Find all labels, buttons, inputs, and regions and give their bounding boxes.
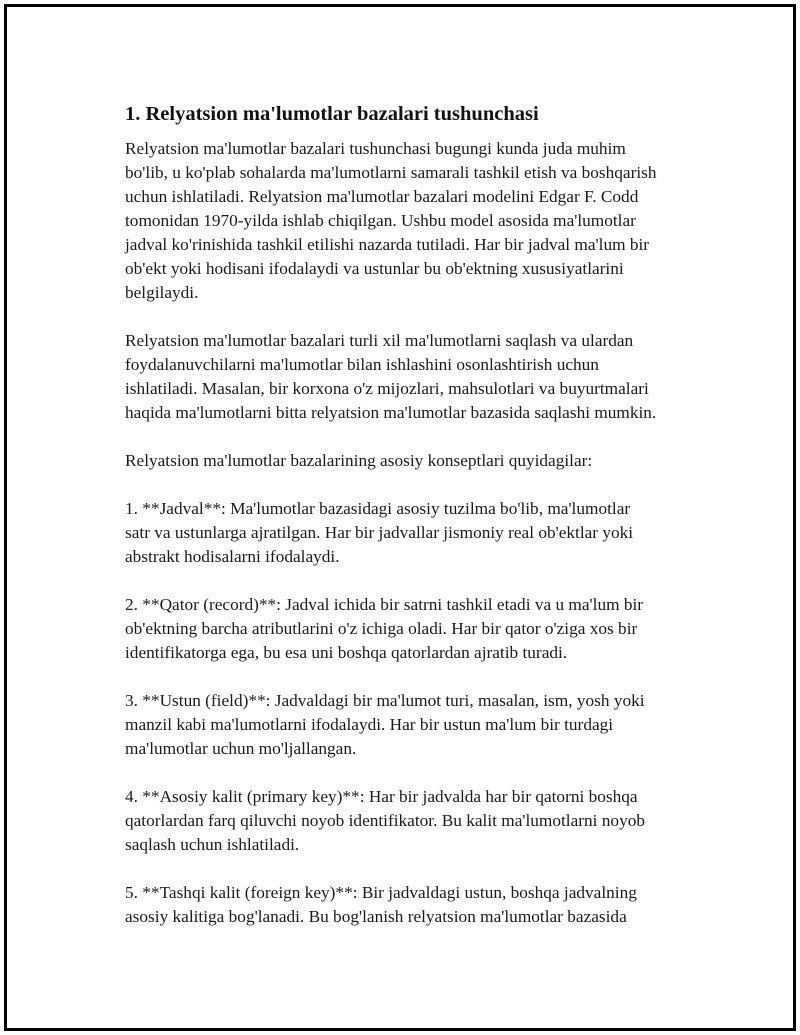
text-line: 5. **Tashqi kalit (foreign key)**: Bir jadvaldagi ustun, boshqa jadvalning <box>125 883 637 902</box>
concepts-intro-paragraph <box>125 449 702 473</box>
text-line: Relyatsion ma'lumotlar bazalari turli xil ma'lumotlarni saqlash va ulardan <box>125 331 634 350</box>
text-line: satr va ustunlarga ajratilgan. Har bir jadvallar jismoniy real ob'ektlar yoki <box>125 523 634 542</box>
text-line: identifikatorga ega, bu esa uni boshqa qatorlardan ajratib turadi. <box>125 643 568 662</box>
text-line: tomonidan 1970-yilda ishlab chiqilgan. Ushbu model asosida ma'lumotlar <box>125 211 636 230</box>
usage-paragraph <box>125 329 702 425</box>
text-line: ma'lumotlar uchun mo'ljallangan. <box>125 739 357 758</box>
text-line: bo'lib, u ko'plab sohalarda ma'lumotlarni samarali tashkil etish va boshqarish <box>125 163 657 182</box>
text-line: manzil kabi ma'lumotlarni ifodalaydi. Har bir ustun ma'lum bir turdagi <box>125 715 614 734</box>
paragraph-list <box>122 137 702 929</box>
intro-paragraph <box>125 137 702 305</box>
text-line: foydalanuvchilarni ma'lumotlar bilan ishlashini osonlashtirish uchun <box>125 355 599 374</box>
text-line: haqida ma'lumotlarni bitta relyatsion ma'lumotlar bazasida saqlashi mumkin. <box>125 403 657 422</box>
text-line: ob'ektning barcha atributlarini o'z ichiga oladi. Har bir qator o'ziga xos bir <box>125 619 638 638</box>
text-line: 1. **Jadval**: Ma'lumotlar bazasidagi asosiy tuzilma bo'lib, ma'lumotlar <box>125 499 631 518</box>
text-line: saqlash uchun ishlatiladi. <box>125 835 300 854</box>
text-line: jadval ko'rinishida tashkil etilishi nazarda tutiladi. Har bir jadval ma'lum bir <box>125 235 650 254</box>
concept-table-paragraph <box>125 497 702 569</box>
text-line: 3. **Ustun (field)**: Jadvaldagi bir ma'lumot turi, masalan, ism, yosh yoki <box>125 691 645 710</box>
document-body <box>122 101 702 953</box>
text-line: qatorlardan farq qiluvchi noyob identifikator. Bu kalit ma'lumotlarni noyob <box>125 811 645 830</box>
page-frame <box>4 4 796 1031</box>
text-line: Relyatsion ma'lumotlar bazalari tushunchasi bugungi kunda juda muhim <box>125 139 626 158</box>
text-line: 2. **Qator (record)**: Jadval ichida bir satrni tashkil etadi va u ma'lum bir <box>125 595 644 614</box>
concept-field-paragraph <box>125 689 702 761</box>
text-line: 4. **Asosiy kalit (primary key)**: Har bir jadvalda har bir qatorni boshqa <box>125 787 638 806</box>
concept-primary-key-paragraph <box>125 785 702 857</box>
section-heading: 1. Relyatsion ma'lumotlar bazalari tushunchasi <box>125 103 539 125</box>
text-line: uchun ishlatiladi. Relyatsion ma'lumotlar bazalari modelini Edgar F. Codd <box>125 187 639 206</box>
text-line: asosiy kalitiga bog'lanadi. Bu bog'lanish relyatsion ma'lumotlar bazasida <box>125 907 627 926</box>
concept-record-paragraph <box>125 593 702 665</box>
text-line: ob'ekt yoki hodisani ifodalaydi va ustunlar bu ob'ektning xususiyatlarini <box>125 259 624 278</box>
text-line: ishlatiladi. Masalan, bir korxona o'z mijozlari, mahsulotlari va buyurtmalari <box>125 379 649 398</box>
text-line: Relyatsion ma'lumotlar bazalarining asosiy konseptlari quyidagilar: <box>125 451 593 470</box>
concept-foreign-key-paragraph <box>125 881 702 929</box>
text-line: abstrakt hodisalarni ifodalaydi. <box>125 547 340 566</box>
text-line: belgilaydi. <box>125 283 199 302</box>
